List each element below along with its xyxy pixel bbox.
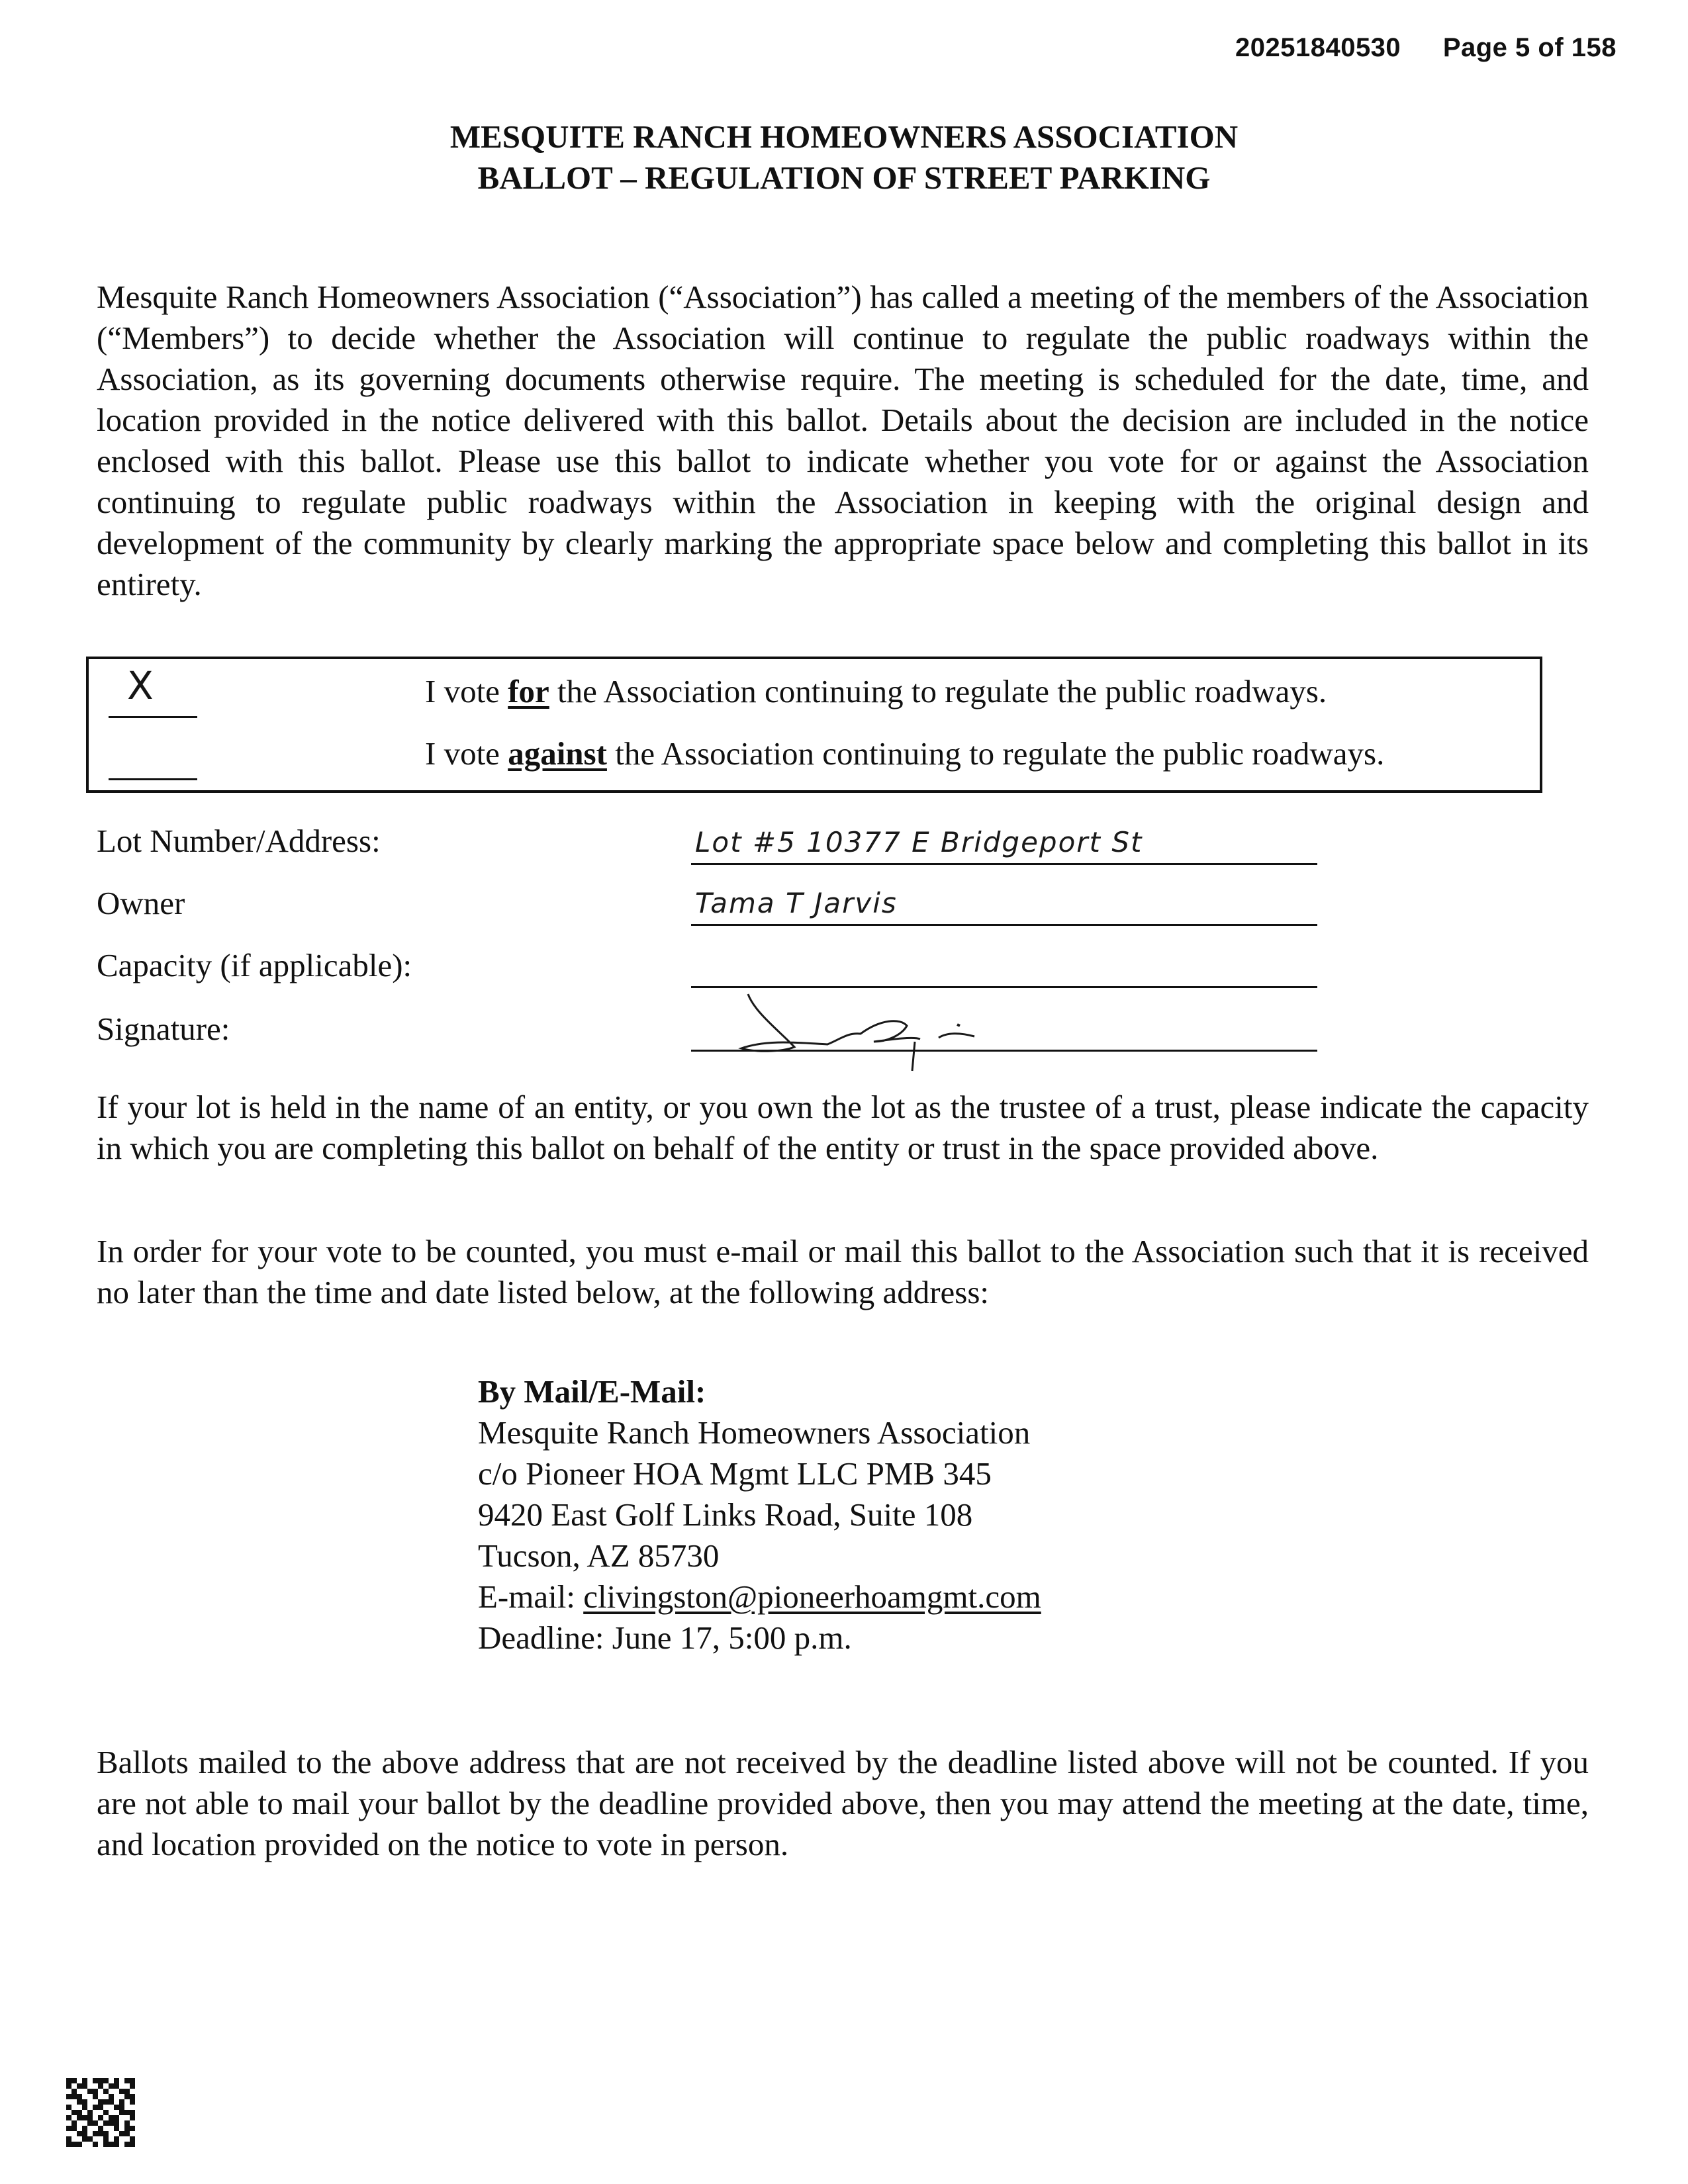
deadline-line: Deadline: June 17, 5:00 p.m. — [478, 1619, 852, 1656]
mailing-address-block — [478, 1371, 1041, 1659]
capacity-label: Capacity (if applicable): — [97, 947, 412, 983]
signature-label: Signature: — [97, 1011, 230, 1047]
title-line-ballot: BALLOT – REGULATION OF STREET PARKING — [477, 159, 1211, 196]
address-line-association: Mesquite Ranch Homeowners Association — [478, 1414, 1031, 1451]
vote-for-option[interactable] — [109, 663, 1532, 723]
address-line-care-of: c/o Pioneer HOA Mgmt LLC PMB 345 — [478, 1455, 992, 1492]
vote-for-label: I vote for the Association continuing to regulate the public roadways. — [425, 673, 1327, 709]
lot-address-field[interactable] — [691, 863, 1317, 865]
vote-against-label: I vote against the Association continuing to regulate the public roadways. — [425, 735, 1385, 772]
intro-paragraph: Mesquite Ranch Homeowners Association (“Association”) has called a meeting of the members of the Association (“Members”) to decide whether the Association will continue to regulate the public roadways within the Association, as its governing documents otherwise require. The meeting is scheduled for the date, time, and location provided in the notice delivered with this ballot. Details about the decision are included in the notice enclosed with this ballot. Please use this ballot to indicate whether you vote for or against the Association continuing to regulate public roadways within the Association in keeping with the original design and development of the community by clearly marking the appropriate space below and completing this ballot in its entirety. — [97, 279, 1589, 602]
ballot-title — [0, 116, 1688, 199]
page-indicator: Page 5 of 158 — [1442, 33, 1617, 62]
vote-for-keyword: for — [508, 673, 549, 709]
address-line-street: 9420 East Golf Links Road, Suite 108 — [478, 1496, 973, 1533]
entity-paragraph: If your lot is held in the name of an entity, or you own the lot as the trustee of a trust, please indicate the capacity in which you are completing this ballot on behalf of the entity or trust in the space provided above. — [97, 1089, 1589, 1166]
email-link[interactable]: clivingston@pioneerhoamgmt.com — [583, 1578, 1041, 1615]
vote-against-option[interactable] — [109, 725, 1532, 785]
lot-address-value: Lot #5 10377 E Bridgeport St — [695, 826, 1143, 858]
title-line-association: MESQUITE RANCH HOMEOWNERS ASSOCIATION — [449, 118, 1239, 155]
signature-field[interactable] — [691, 1050, 1317, 1052]
document-number: 20251840530 — [1235, 33, 1401, 62]
vote-against-blank[interactable] — [109, 732, 197, 780]
qr-code-icon — [66, 2078, 135, 2147]
vote-for-mark: X — [127, 663, 154, 708]
submission-paragraph: In order for your vote to be counted, you must e-mail or mail this ballot to the Association such that it is received no later than the time and date listed below, at the following address: — [97, 1233, 1589, 1310]
address-heading: By Mail/E-Mail: — [478, 1373, 706, 1410]
owner-label: Owner — [97, 885, 185, 921]
address-line-city: Tucson, AZ 85730 — [478, 1537, 720, 1574]
document-header — [1235, 33, 1617, 63]
vote-against-keyword: against — [508, 735, 607, 772]
owner-value: Tama T Jarvis — [695, 887, 898, 919]
closing-paragraph: Ballots mailed to the above address that are not received by the deadline listed above will not be counted. If you are not able to mail your ballot by the deadline provided above, then you may attend the meeting at the date, time, and location provided on the notice to vote in person. — [97, 1744, 1589, 1862]
owner-field[interactable] — [691, 924, 1317, 926]
signature-image — [728, 986, 1006, 1072]
vote-options-box — [86, 657, 1542, 793]
email-line: E-mail: clivingston@pioneerhoamgmt.com — [478, 1578, 1041, 1615]
lot-address-label: Lot Number/Address: — [97, 823, 381, 859]
